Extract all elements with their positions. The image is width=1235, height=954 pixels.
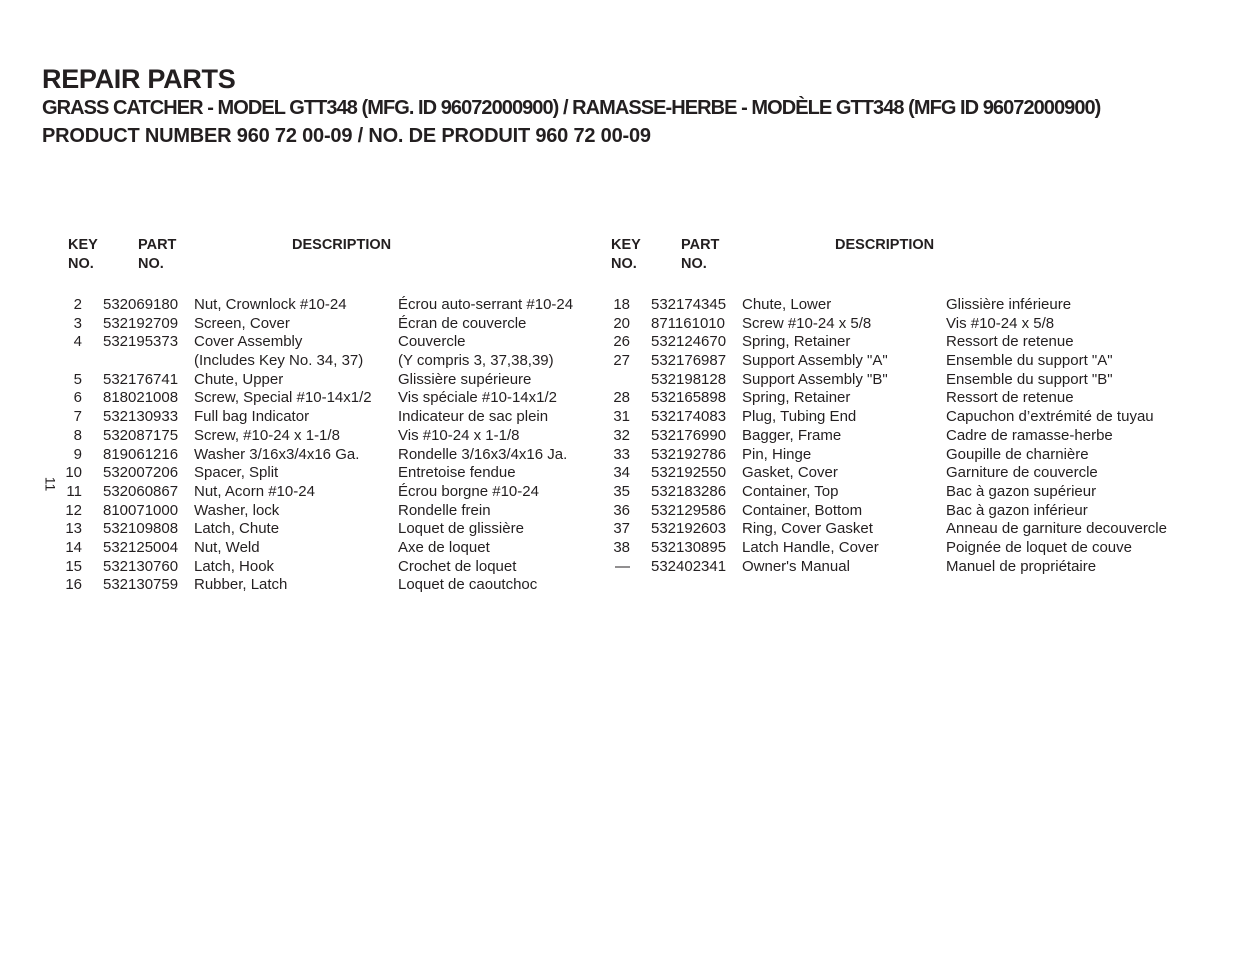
key-number: 9 [73,445,82,463]
description-english: Washer, lock [194,501,280,519]
description-french: Ressort de retenue [946,389,1074,407]
part-number: 532130759 [103,576,179,594]
key-number: 10 [65,464,82,482]
description-english: (Includes Key No. 34, 37) [194,352,364,370]
part-no-header-left [138,236,176,274]
part-number: 532176990 [651,426,727,444]
description-french: Loquet de glissière [398,520,524,538]
description-french: Ressort de retenue [946,333,1074,351]
description-english: Ring, Cover Gasket [742,520,873,538]
description-english: Rubber, Latch [194,576,288,594]
part-number: 871161010 [651,314,725,332]
header-no-label: NO. [138,256,164,272]
part-number: 532124670 [651,333,727,351]
description-french: Crochet de loquet [398,557,517,575]
header-no-label: NO. [681,256,707,272]
description-french: Vis #10-24 x 1-1/8 [398,426,520,444]
description-english: Screw, #10-24 x 1-1/8 [194,426,340,444]
part-number: 532069180 [103,296,179,313]
key-number: 20 [613,314,630,332]
part-number: 532129586 [651,501,727,519]
description-english: Nut, Crownlock #10-24 [194,296,347,313]
description-french: Manuel de propriétaire [946,557,1097,575]
description-french: Rondelle frein [398,501,491,519]
description-english: Cover Assembly [194,333,303,351]
description-french: Écran de couvercle [398,314,527,332]
part-number: 532174345 [651,296,727,313]
description-english: Support Assembly "A" [742,352,888,370]
description-english: Container, Top [742,482,839,500]
key-number: 7 [73,408,82,426]
description-french: Capuchon d’extrémité de tuyau [946,408,1154,426]
description-english: Latch Handle, Cover [742,538,879,556]
key-number: 38 [613,538,630,556]
part-number: 532198128 [651,370,727,388]
part-number: 532087175 [103,426,179,444]
description-french: Garniture de couvercle [946,464,1098,482]
key-number: 33 [613,445,630,463]
description-english: Gasket, Cover [742,464,838,482]
key-number: 5 [73,370,82,388]
part-row [0,315,1235,334]
part-number: 532192786 [651,445,727,463]
part-number: 532174083 [651,408,727,426]
part-row [0,352,1235,371]
part-row [0,558,1235,577]
description-french: Écrou borgne #10-24 [398,482,539,500]
part-number: 532192709 [103,314,179,332]
key-number: 27 [613,352,630,370]
part-row [0,520,1235,539]
description-english: Plug, Tubing End [742,408,857,426]
description-french: Vis spéciale #10-14x1/2 [398,389,557,407]
part-number: 532192550 [651,464,727,482]
description-french: Axe de loquet [398,538,490,556]
description-english: Bagger, Frame [742,426,842,444]
key-number: 2 [73,296,82,313]
description-french: Cadre de ramasse-herbe [946,426,1113,444]
part-number: 532007206 [103,464,179,482]
key-number: 12 [65,501,82,519]
description-french: Bac à gazon supérieur [946,482,1097,500]
description-french: Entretoise fendue [398,464,516,482]
part-row [0,464,1235,483]
page-title: REPAIR PARTS [42,64,236,94]
key-number: 4 [73,333,82,351]
part-row [0,576,600,595]
part-row [0,427,1235,446]
part-row [0,483,1235,502]
part-row [0,539,1235,558]
product-number-line: PRODUCT NUMBER 960 72 00-09 / NO. DE PRODUIT 960 72 00-09 [42,125,651,147]
key-number: 15 [65,557,82,575]
part-number: 532109808 [103,520,179,538]
key-number: 13 [65,520,82,538]
part-number: 532060867 [103,482,179,500]
part-row [0,296,1235,315]
part-number: 532176741 [103,370,179,388]
header-part-label: PART [681,237,720,253]
description-english: Screw #10-24 x 5/8 [742,314,872,332]
description-french: Glissière inférieure [946,296,1072,313]
key-number: 3 [73,314,82,332]
description-french: Couvercle [398,333,466,351]
key-number: 31 [613,408,630,426]
key-number: 36 [613,501,630,519]
description-french: Ensemble du support "B" [946,370,1113,388]
part-number: 532176987 [651,352,727,370]
key-number: 26 [613,333,630,351]
description-english: Owner's Manual [742,557,850,575]
key-no-header-right [611,236,641,274]
key-no-header-left [68,236,98,274]
part-number: 532402341 [651,557,727,575]
parts-list-right [0,296,1235,576]
key-number: 35 [613,482,630,500]
description-english: Nut, Acorn #10-24 [194,482,315,500]
description-french: Loquet de caoutchoc [398,576,538,594]
key-number: 8 [73,426,82,444]
description-french: Vis #10-24 x 5/8 [946,314,1055,332]
description-english: Latch, Hook [194,557,275,575]
description-french: Glissière supérieure [398,370,532,388]
part-row [0,333,1235,352]
part-number: 532192603 [651,520,727,538]
header-key-label: KEY [68,237,98,253]
key-number: 6 [73,389,82,407]
description-english: Screw, Special #10-14x1/2 [194,389,372,407]
part-number: 532130933 [103,408,179,426]
header-no-label: NO. [611,256,637,272]
key-number: — [615,557,630,575]
description-french: (Y compris 3, 37,38,39) [398,352,554,370]
description-header-left: DESCRIPTION [292,237,392,253]
description-french: Goupille de charnière [946,445,1089,463]
description-english: Pin, Hinge [742,445,812,463]
key-number: 16 [65,576,82,594]
description-english: Container, Bottom [742,501,863,519]
description-english: Washer 3/16x3/4x16 Ga. [194,445,360,463]
header-no-label: NO. [68,256,94,272]
key-number: 32 [613,426,630,444]
description-english: Spring, Retainer [742,389,851,407]
description-english: Screen, Cover [194,314,290,332]
header-part-label: PART [138,237,177,253]
description-french: Anneau de garniture decouvercle [946,520,1167,538]
key-number: 37 [613,520,630,538]
description-english: Spacer, Split [194,464,279,482]
description-french: Poignée de loquet de couve [946,538,1132,556]
part-number: 532125004 [103,538,179,556]
description-english: Full bag Indicator [194,408,310,426]
part-number: 532130895 [651,538,727,556]
part-number: 819061216 [103,445,179,463]
key-number: 34 [613,464,630,482]
part-number: 818021008 [103,389,179,407]
part-no-header-right [681,236,719,274]
key-number: 28 [613,389,630,407]
description-english: Support Assembly "B" [742,370,888,388]
key-number: 11 [66,482,82,500]
description-french: Indicateur de sac plein [398,408,549,426]
description-english: Spring, Retainer [742,333,851,351]
description-english: Chute, Lower [742,296,832,313]
description-french: Ensemble du support "A" [946,352,1113,370]
part-number: 532165898 [651,389,727,407]
description-english: Nut, Weld [194,538,260,556]
part-number: 810071000 [103,501,179,519]
description-french: Rondelle 3/16x3/4x16 Ja. [398,445,568,463]
description-french: Écrou auto-serrant #10-24 [398,296,574,313]
part-row [0,408,1235,427]
part-row [0,446,1235,465]
part-number: 532130760 [103,557,179,575]
key-number: 14 [65,538,82,556]
page-number: 11 [42,476,59,492]
key-number: 18 [613,296,630,313]
header-key-label: KEY [611,237,641,253]
description-english: Chute, Upper [194,370,284,388]
part-number: 532195373 [103,333,179,351]
part-row [0,389,1235,408]
part-row [0,371,1235,390]
part-row [0,502,1235,521]
description-french: Bac à gazon inférieur [946,501,1088,519]
description-header-right: DESCRIPTION [835,237,935,253]
model-subtitle: GRASS CATCHER - MODEL GTT348 (MFG. ID 96072000900) / RAMASSE-HERBE - MODÈLE GTT348 (MFG ID 96072000900) [42,97,1101,119]
part-number: 532183286 [651,482,727,500]
description-english: Latch, Chute [194,520,280,538]
